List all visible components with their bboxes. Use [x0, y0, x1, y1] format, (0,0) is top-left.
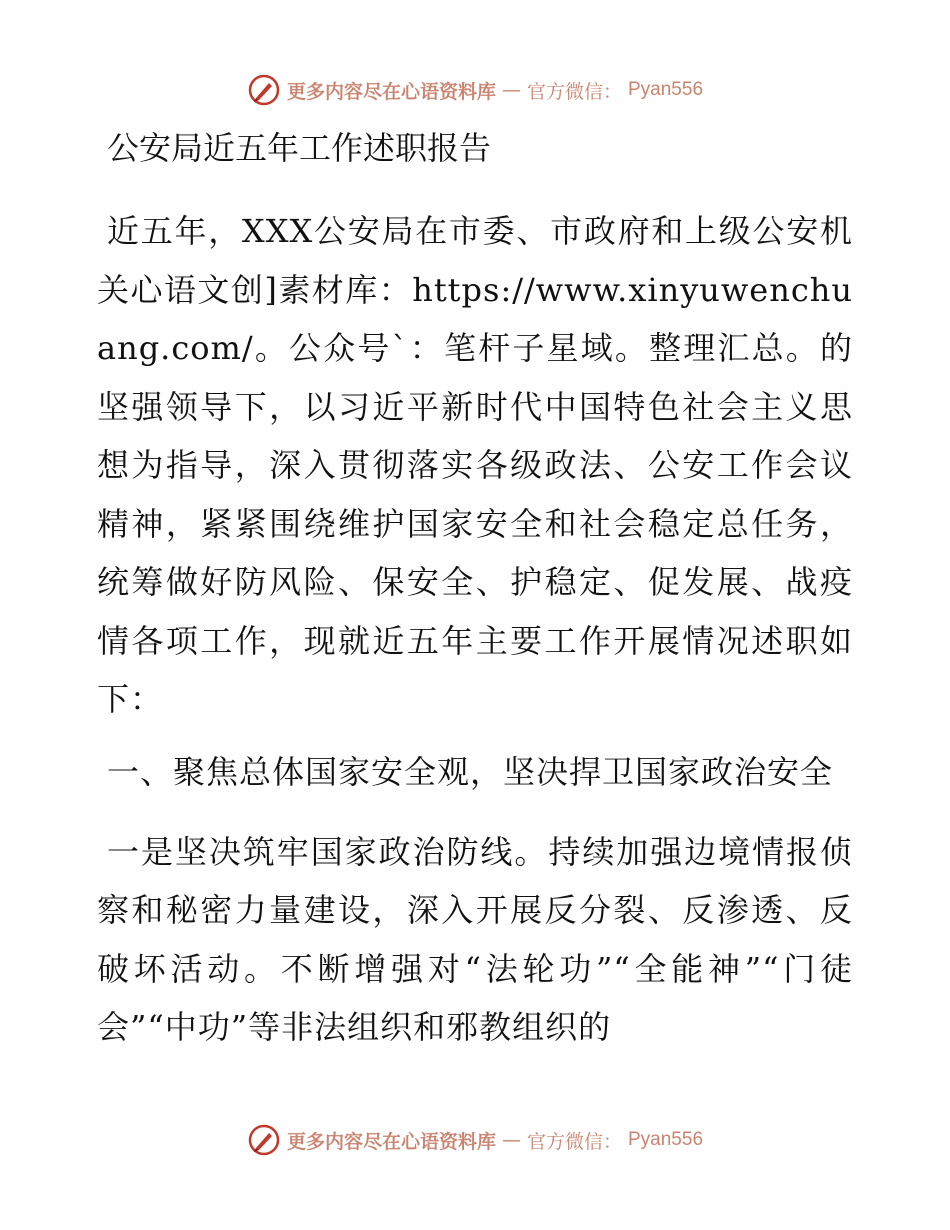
footer-wechat-label: 官方微信：	[526, 1130, 622, 1153]
banner-wechat-id: Pyan556	[628, 79, 704, 100]
pen-logo-icon	[247, 73, 281, 107]
banner-slogan: 更多内容尽在心语资料库	[286, 80, 496, 103]
body-paragraph-2: 一是坚决筑牢国家政治防线。持续加强边境情报侦察和秘密力量建设，深入开展反分裂、反渗透、反破坏活动。不断增强对“法轮功”“全能神”“门徒会”“中功”等非法组织和邪教组织的	[97, 832, 853, 1046]
banner-separator: —	[501, 79, 521, 101]
intro-paragraph: 近五年，XXX公安局在市委、市政府和上级公安机关心语文创]素材库：https://www.xinyuwenchuang.com/。公众号`：笔杆子星域。整理汇总。的坚强领导下，以习近平新时代中国特色社会主义思想为指导，深入贯彻落实各级政法、公安工作会议精神，紧紧围绕维护国家安全和社会稳定总任务，统筹做好防风险、保安全、护稳定、促发展、战疫情各项工作，现就近五年主要工作开展情况述职如下：	[97, 212, 853, 718]
footer-separator: —	[501, 1129, 521, 1151]
section-heading-1: 一、聚焦总体国家安全观，坚决捍卫国家政治安全	[107, 752, 834, 791]
header-banner	[0, 68, 950, 112]
document-title: 公安局近五年工作述职报告	[107, 129, 492, 167]
footer-wechat-id: Pyan556	[628, 1129, 704, 1150]
banner-wechat-label: 官方微信：	[526, 80, 622, 103]
footer-banner	[0, 1118, 950, 1162]
document-body	[97, 120, 853, 1071]
pen-logo-icon	[247, 1123, 281, 1157]
footer-slogan: 更多内容尽在心语资料库	[286, 1130, 496, 1153]
